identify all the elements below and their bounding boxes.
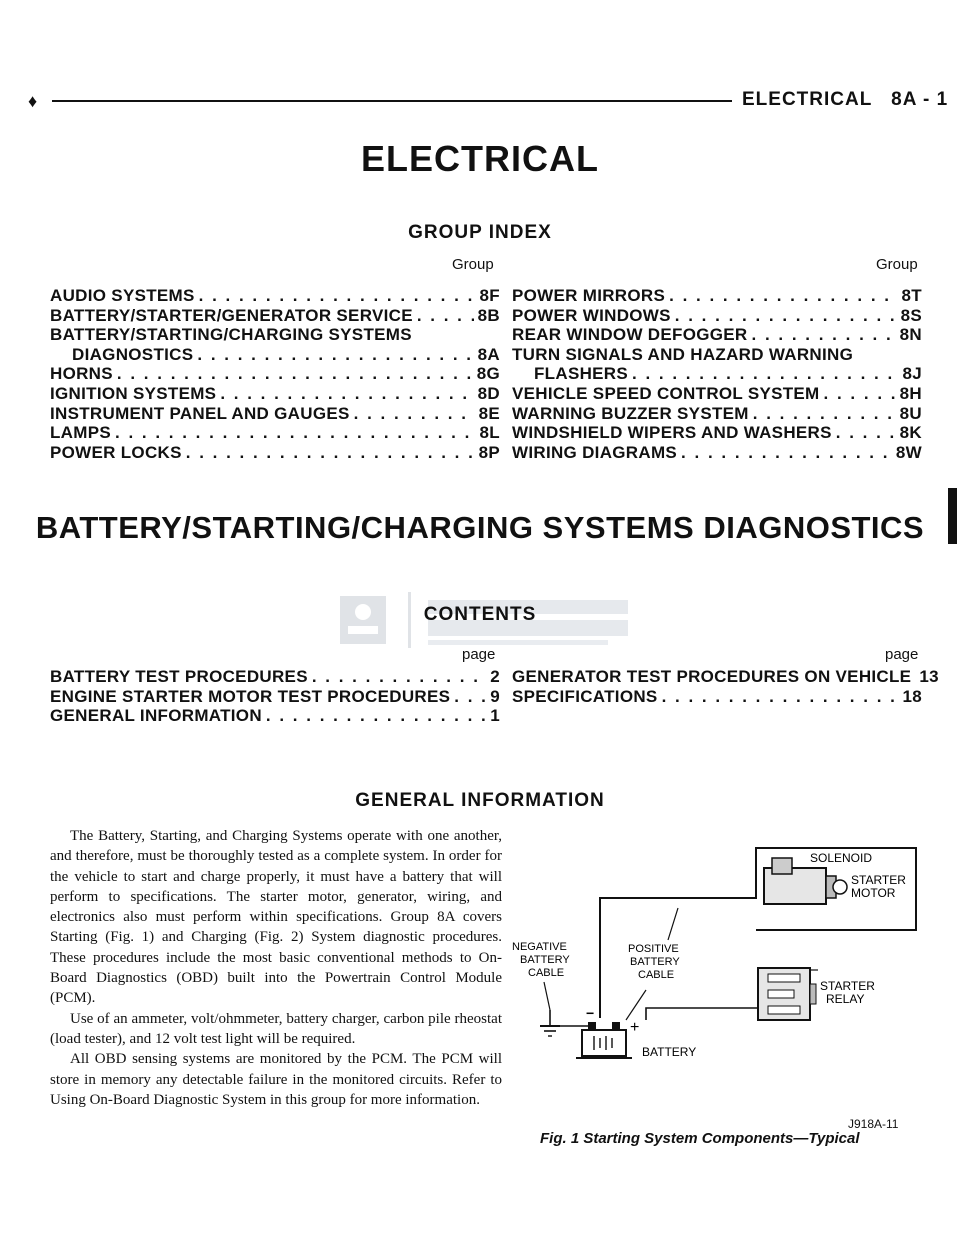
group-col-label-left: Group	[452, 256, 494, 273]
group-index-left	[50, 286, 500, 462]
leader-dots	[197, 345, 473, 365]
index-name: DIAGNOSTICS	[72, 344, 194, 364]
index-row[interactable]	[50, 286, 500, 306]
index-name: TURN SIGNALS AND HAZARD WARNING	[512, 344, 854, 364]
index-code: 8L	[479, 423, 500, 443]
index-row[interactable]	[512, 404, 922, 424]
leader-dots	[199, 286, 476, 306]
index-code: 8B	[477, 305, 500, 325]
negative-cable-label-3: CABLE	[528, 967, 565, 979]
positive-cable-label-3: CABLE	[638, 969, 675, 981]
contents-name: GENERATOR TEST PROCEDURES ON VEHICLE	[512, 667, 912, 686]
index-name: INSTRUMENT PANEL AND GAUGES	[50, 403, 350, 423]
leader-dots	[312, 667, 486, 687]
solenoid-label: SOLENOID	[810, 851, 873, 865]
contents-name: GENERAL INFORMATION	[50, 706, 262, 726]
contents-row[interactable]	[512, 667, 939, 687]
leader-dots	[824, 384, 896, 404]
contents-col-label-left: page	[462, 646, 496, 663]
group-index-heading: GROUP INDEX	[408, 222, 552, 243]
paragraph: Use of an ammeter, volt/ohmmeter, battery charger, carbon pile rheostat (load tester), and 12 volt test light will be required.	[50, 1010, 502, 1047]
leader-dots	[117, 364, 473, 384]
figure-id: J918A-11	[848, 1117, 899, 1131]
index-code: 8J	[902, 364, 922, 384]
battery-plus-label: +	[630, 1019, 640, 1036]
header-section: ELECTRICAL	[742, 89, 873, 110]
index-row[interactable]	[50, 443, 500, 463]
index-code: 8K	[899, 423, 922, 443]
positive-cable-label-1: POSITIVE	[628, 943, 679, 955]
index-code: 8W	[895, 442, 922, 462]
index-row[interactable]	[50, 306, 500, 326]
running-header	[742, 89, 948, 111]
contents-page: 18	[902, 686, 922, 706]
leader-dots	[669, 286, 897, 306]
index-code: 8A	[477, 344, 500, 364]
index-name: POWER MIRRORS	[512, 286, 666, 305]
index-name: POWER WINDOWS	[512, 305, 671, 325]
leader-dots	[836, 423, 896, 443]
leader-dots	[115, 423, 476, 443]
contents-col-label-right: page	[885, 646, 919, 663]
index-code: 8S	[900, 305, 922, 325]
contents-page: 13	[919, 667, 939, 686]
index-code: 8P	[478, 442, 500, 462]
group-col-label-right: Group	[876, 256, 918, 273]
index-name: HORNS	[50, 364, 113, 384]
contents-name: BATTERY TEST PROCEDURES	[50, 667, 308, 686]
header-page-id: 8A - 1	[891, 89, 949, 110]
index-row[interactable]	[512, 443, 922, 463]
contents-name: ENGINE STARTER MOTOR TEST PROCEDURES	[50, 686, 451, 706]
contents-left	[50, 667, 500, 726]
index-row[interactable]	[512, 325, 922, 345]
index-code: 8U	[899, 403, 922, 423]
index-code: 8T	[901, 286, 922, 305]
group-index-right	[512, 286, 922, 462]
leader-dots	[681, 443, 892, 463]
index-name: BATTERY/STARTING/CHARGING SYSTEMS	[50, 325, 412, 345]
starter-motor-label-2: MOTOR	[851, 886, 896, 900]
paragraph: All OBD sensing systems are monitored by the PCM. The PCM will store in memory any detectable failure in the monitored circuits. Refer to Using On-Board Diagnostic System in this group for more information.	[50, 1051, 502, 1108]
index-row[interactable]	[50, 423, 500, 443]
starter-relay-label-1: STARTER	[820, 979, 875, 993]
index-name: BATTERY/STARTER/GENERATOR SERVICE	[50, 305, 413, 325]
index-row[interactable]	[50, 384, 500, 404]
contents-right	[512, 667, 939, 706]
index-code: 8H	[899, 383, 922, 403]
battery-label: BATTERY	[642, 1045, 697, 1059]
index-row[interactable]	[50, 345, 500, 365]
index-name: REAR WINDOW DEFOGGER	[512, 325, 748, 345]
index-name: WINDSHIELD WIPERS AND WASHERS	[512, 423, 832, 443]
index-name: POWER LOCKS	[50, 442, 182, 462]
figure-caption: Fig. 1 Starting System Components—Typical	[540, 1130, 860, 1147]
leader-dots	[752, 325, 896, 345]
leader-dots	[266, 706, 486, 726]
positive-cable-label-2: BATTERY	[630, 956, 680, 968]
contents-page: 1	[490, 706, 500, 726]
index-name: WIRING DIAGRAMS	[512, 442, 678, 462]
contents-heading: CONTENTS	[423, 604, 537, 625]
contents-page: 2	[490, 667, 500, 686]
contents-row[interactable]	[512, 687, 922, 707]
index-code: 8E	[478, 403, 500, 423]
leader-dots	[417, 306, 474, 326]
index-name: IGNITION SYSTEMS	[50, 383, 217, 403]
leader-dots	[454, 687, 486, 707]
leader-dots	[354, 404, 475, 424]
paragraph: The Battery, Starting, and Charging Systems operate with one another, and therefore, must be thoroughly tested as a complete system. In order for the vehicle to start and charge properly, it must have a battery that will perform to specifications. The starter motor, generator, wiring, and electronics also must perform within specifications. Group 8A covers Starting (Fig. 1) and Charging (Fig. 2) System diagnostic procedures. These procedures include the most basic conventional methods to On-Board Diagnostics (OBD) built into the Powertrain Control Module (PCM).	[50, 828, 502, 1007]
starter-relay-label-2: RELAY	[826, 992, 865, 1006]
index-row[interactable]	[512, 364, 922, 384]
index-row[interactable]	[512, 306, 922, 326]
starting-system-diagram	[506, 840, 926, 1146]
header-diamond-icon: ♦	[28, 91, 38, 111]
leader-dots	[753, 404, 896, 424]
leader-dots	[662, 687, 899, 707]
negative-cable-label-1: NEGATIVE	[512, 941, 567, 953]
leader-dots	[220, 384, 473, 404]
contents-row[interactable]	[50, 687, 500, 707]
starter-relay-icon	[758, 968, 816, 1020]
index-code: 8D	[477, 383, 500, 403]
index-code: 8G	[476, 364, 500, 384]
index-code: 8F	[479, 286, 500, 305]
index-row[interactable]	[512, 384, 922, 404]
battery-minus-label: −	[586, 1005, 595, 1021]
index-name: AUDIO SYSTEMS	[50, 286, 195, 305]
contents-row[interactable]	[50, 706, 500, 726]
index-row[interactable]	[512, 286, 922, 306]
index-row[interactable]	[50, 364, 500, 384]
leader-dots	[675, 306, 897, 326]
starter-motor-label-1: STARTER	[851, 873, 906, 887]
page-title: ELECTRICAL	[361, 138, 599, 179]
header-rule	[52, 100, 732, 102]
negative-cable-label-2: BATTERY	[520, 954, 570, 966]
margin-bar	[948, 488, 957, 544]
general-info-heading: GENERAL INFORMATION	[355, 790, 605, 811]
leader-dots	[632, 364, 898, 384]
contents-name: SPECIFICATIONS	[512, 686, 658, 706]
battery-icon	[576, 1022, 632, 1058]
section-title: BATTERY/STARTING/CHARGING SYSTEMS DIAGNOSTICS	[35, 510, 925, 545]
contents-page: 9	[490, 686, 500, 706]
index-row[interactable]	[512, 423, 922, 443]
leader-dots	[186, 443, 475, 463]
index-name: VEHICLE SPEED CONTROL SYSTEM	[512, 383, 820, 403]
index-row	[512, 345, 922, 365]
index-row[interactable]	[50, 404, 500, 424]
index-row	[50, 325, 500, 345]
index-code: 8N	[899, 325, 922, 345]
contents-row[interactable]	[50, 667, 500, 687]
index-name: FLASHERS	[534, 364, 629, 384]
general-info-body	[50, 826, 502, 1110]
index-name: WARNING BUZZER SYSTEM	[512, 403, 749, 423]
index-name: LAMPS	[50, 423, 111, 443]
